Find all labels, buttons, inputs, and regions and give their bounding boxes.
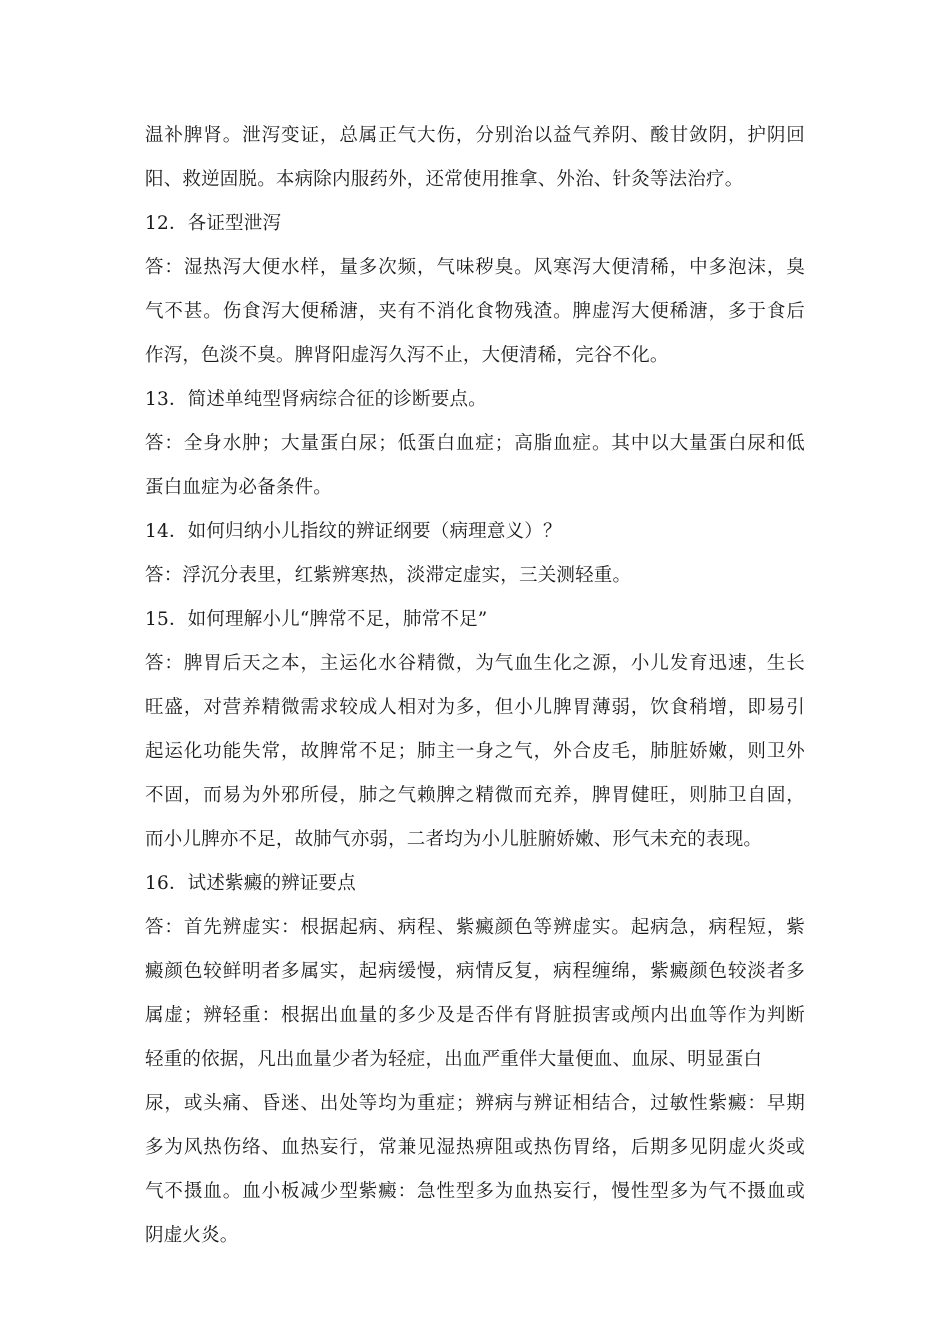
- document-page: [145, 114, 805, 1258]
- text-line: 答：全身水肿；大量蛋白尿；低蛋白血症；高脂血症。其中以大量蛋白尿和低: [145, 433, 805, 454]
- text-line: 气不甚。伤食泻大便稀溏，夹有不消化食物残渣。脾虚泻大便稀溏，多于食后: [145, 301, 805, 322]
- text-line: 阳、救逆固脱。本病除内服药外，还常使用推拿、外治、针灸等法治疗。: [145, 169, 744, 190]
- text-line: 阴虚火炎。: [145, 1225, 239, 1246]
- question-heading: 12．各证型泄泻: [145, 213, 282, 234]
- text-line: 答：湿热泻大便水样，量多次频，气味秽臭。风寒泻大便清稀，中多泡沫，臭: [145, 257, 805, 278]
- text-line: 温补脾肾。泄泻变证，总属正气大伤，分别治以益气养阴、酸甘敛阴，护阴回: [145, 125, 805, 146]
- question-heading: 13．简述单纯型肾病综合征的诊断要点。: [145, 389, 487, 410]
- text-line: 蛋白血症为必备条件。: [145, 477, 333, 498]
- text-line: 旺盛，对营养精微需求较成人相对为多，但小儿脾胃薄弱，饮食稍增，即易引: [145, 697, 805, 718]
- text-line: 答：脾胃后天之本，主运化水谷精微，为气血生化之源，小儿发育迅速，生长: [145, 653, 805, 674]
- text-line: 多为风热伤络、血热妄行，常兼见湿热痹阻或热伤胃络，后期多见阴虚火炎或: [145, 1137, 805, 1158]
- text-line: 癜颜色较鲜明者多属实，起病缓慢，病情反复，病程缠绵，紫癜颜色较淡者多: [145, 961, 805, 982]
- question-heading: 15．如何理解小儿“脾常不足，肺常不足”: [145, 609, 488, 630]
- text-line: 不固，而易为外邪所侵，肺之气赖脾之精微而充养，脾胃健旺，则肺卫自固，: [145, 785, 805, 806]
- text-line: 属虚；辨轻重：根据出血量的多少及是否伴有肾脏损害或颅内出血等作为判断: [145, 1005, 805, 1026]
- text-line: 答：浮沉分表里，红紫辨寒热，淡滞定虚实，三关测轻重。: [145, 565, 632, 586]
- question-heading: 16．试述紫癜的辨证要点: [145, 873, 356, 894]
- text-line: 轻重的依据，凡出血量少者为轻症，出血严重伴大量便血、血尿、明显蛋白: [145, 1049, 763, 1070]
- text-line: 答：首先辨虚实：根据起病、病程、紫癜颜色等辨虚实。起病急，病程短，紫: [145, 917, 805, 938]
- text-line: 起运化功能失常，故脾常不足；肺主一身之气，外合皮毛，肺脏娇嫩，则卫外: [145, 741, 805, 762]
- text-line: 作泻，色淡不臭。脾肾阳虚泻久泻不止，大便清稀，完谷不化。: [145, 345, 669, 366]
- text-line: 气不摄血。血小板减少型紫癜：急性型多为血热妄行，慢性型多为气不摄血或: [145, 1181, 805, 1202]
- text-line: 尿，或头痛、昏迷、出处等均为重症；辨病与辨证相结合，过敏性紫癜：早期: [145, 1093, 805, 1114]
- text-line: 而小儿脾亦不足，故肺气亦弱，二者均为小儿脏腑娇嫩、形气未充的表现。: [145, 829, 763, 850]
- question-heading: 14．如何归纳小儿指纹的辨证纲要（病理意义）？: [145, 521, 562, 542]
